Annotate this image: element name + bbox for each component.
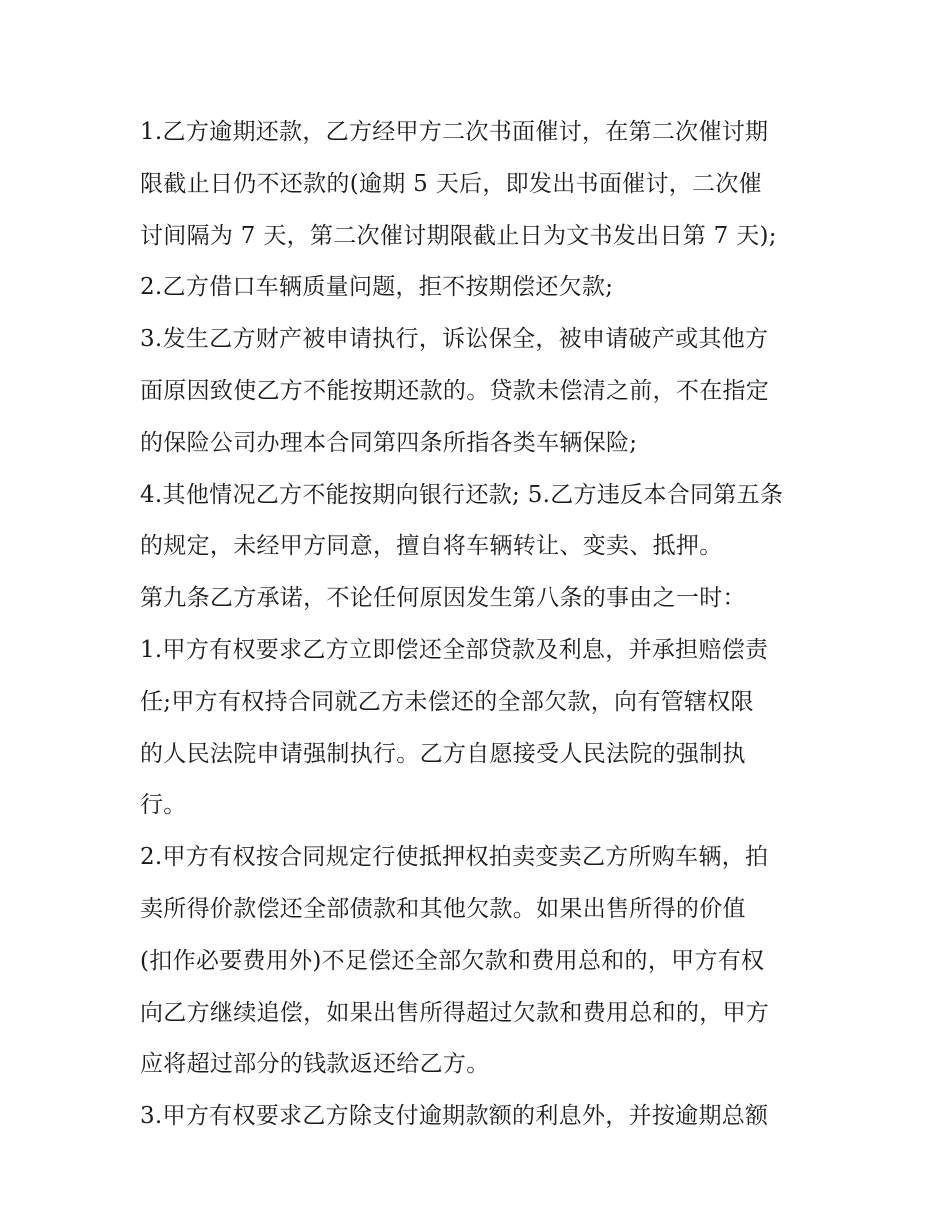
text-line: 的规定，未经甲方同意，擅自将车辆转让、变卖、抵押。 <box>140 533 723 560</box>
text-line: 行。 <box>140 792 187 819</box>
text-line: 应将超过部分的钱款返还给乙方。 <box>140 1051 490 1078</box>
text-line: 4.其他情况乙方不能按期向银行还款; 5.乙方违反本合同第五条 <box>140 481 784 508</box>
text-line: 第九条乙方承诺，不论任何原因发生第八条的事由之一时： <box>140 585 746 612</box>
text-line: 向乙方继续追偿，如果出售所得超过欠款和费用总和的，甲方 <box>140 999 770 1026</box>
text-line: 限截止日仍不还款的(逾期 5 天后，即发出书面催讨，二次催 <box>140 170 762 197</box>
text-line: 讨间隔为 7 天，第二次催讨期限截止日为文书发出日第 7 天); <box>140 222 777 249</box>
text-line: 卖所得价款偿还全部债款和其他欠款。如果出售所得的价值 <box>140 895 746 922</box>
text-line: 1.甲方有权要求乙方立即偿还全部贷款及利息，并承担赔偿责 <box>140 636 769 663</box>
text-line: 的人民法院申请强制执行。乙方自愿接受人民法院的强制执 <box>140 740 746 767</box>
text-line: 3.发生乙方财产被申请执行，诉讼保全，被申请破产或其他方 <box>140 326 769 353</box>
text-line: 3.甲方有权要求乙方除支付逾期款额的利息外，并按逾期总额 <box>140 1103 769 1130</box>
text-line: 任;甲方有权持合同就乙方未偿还的全部欠款，向有管辖权限 <box>140 688 754 715</box>
text-line: 面原因致使乙方不能按期还款的。贷款未偿清之前，不在指定 <box>140 377 770 404</box>
text-line: (扣作必要费用外)不足偿还全部欠款和费用总和的，甲方有权 <box>140 947 765 974</box>
text-line: 2.甲方有权按合同规定行使抵押权拍卖变卖乙方所购车辆，拍 <box>140 844 769 871</box>
text-line: 的保险公司办理本合同第四条所指各类车辆保险; <box>140 429 638 456</box>
document-body <box>140 107 820 1143</box>
text-line: 2.乙方借口车辆质量问题，拒不按期偿还欠款; <box>140 274 614 301</box>
text-line: 1.乙方逾期还款，乙方经甲方二次书面催讨，在第二次催讨期 <box>140 119 769 145</box>
